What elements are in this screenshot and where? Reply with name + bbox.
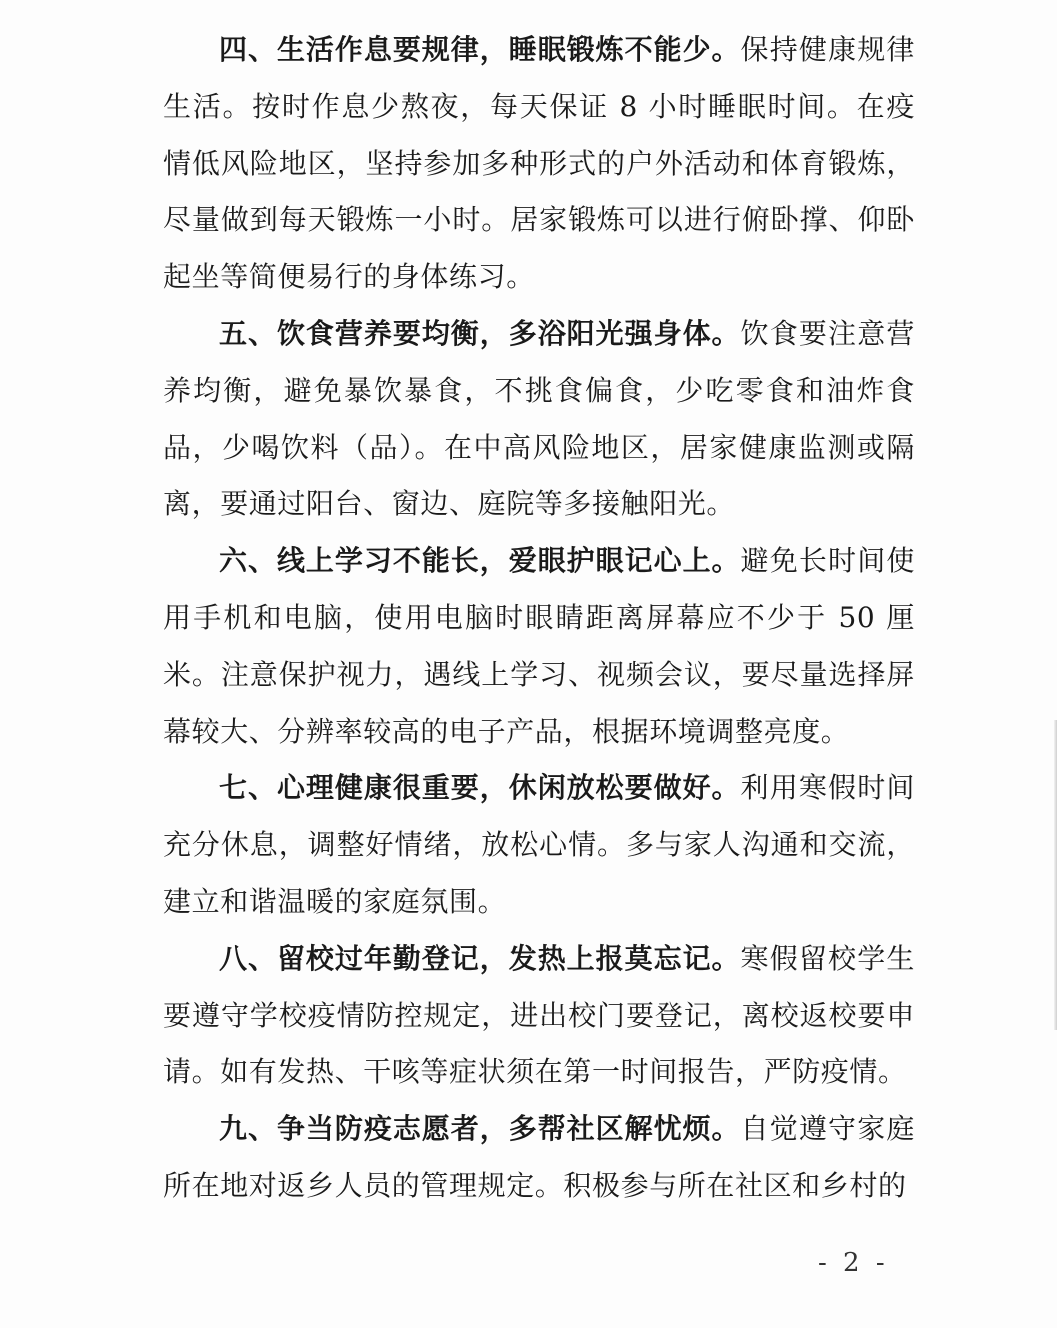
paragraph-text: 利用寒假时间充分休息，调整好情绪，放松心情。多与家人沟通和交流，建立和谐温暖的家庭氛围。 bbox=[163, 771, 915, 918]
paragraph-7 bbox=[163, 760, 915, 930]
paragraph-heading: 五、饮食营养要均衡，多浴阳光强身体。 bbox=[219, 316, 741, 350]
paragraph-text: 寒假留校学生要遵守学校疫情防控规定，进出校门要登记，离校返校要申请。如有发热、干咳等症状须在第一时间报告，严防疫情。 bbox=[163, 941, 915, 1089]
paragraph-8 bbox=[163, 931, 915, 1101]
paragraph-text: 自觉遵守家庭所在地对返乡人员的管理规定。积极参与所在社区和乡村的 bbox=[163, 1112, 915, 1202]
paragraph-text: 饮食要注意营养均衡，避免暴饮暴食，不挑食偏食，少吃零食和油炸食品，少喝饮料（品）。在中高风险地区，居家健康监测或隔离，要通过阳台、窗边、庭院等多接触阳光。 bbox=[163, 316, 915, 521]
document-body bbox=[163, 22, 915, 1215]
page-number: - 2 - bbox=[818, 1248, 889, 1278]
paragraph-text: 保持健康规律生活。按时作息少熬夜，每天保证 8 小时睡眠时间。在疫情低风险地区，坚持参加多种形式的户外活动和体育锻炼，尽量做到每天锻炼一小时。居家锻炼可以进行俯卧撑、仰卧起坐等简便易行的身体练习。 bbox=[163, 33, 915, 294]
paragraph-heading: 四、生活作息要规律，睡眠锻炼不能少。 bbox=[219, 33, 741, 66]
paragraph-6 bbox=[163, 533, 915, 760]
paragraph-heading: 六、线上学习不能长，爱眼护眼记心上。 bbox=[219, 544, 741, 578]
paragraph-4 bbox=[163, 22, 915, 306]
paragraph-heading: 八、留校过年勤登记，发热上报莫忘记。 bbox=[219, 941, 741, 975]
paragraph-5 bbox=[163, 306, 915, 533]
paragraph-text: 避免长时间使用手机和电脑，使用电脑时眼睛距离屏幕应不少于 50 厘米。注意保护视力，遇线上学习、视频会议，要尽量选择屏幕较大、分辨率较高的电子产品，根据环境调整亮度。 bbox=[163, 544, 915, 748]
paragraph-9 bbox=[163, 1101, 915, 1215]
paragraph-heading: 九、争当防疫志愿者，多帮社区解忧烦。 bbox=[219, 1112, 741, 1146]
paragraph-heading: 七、心理健康很重要，休闲放松要做好。 bbox=[219, 771, 741, 805]
